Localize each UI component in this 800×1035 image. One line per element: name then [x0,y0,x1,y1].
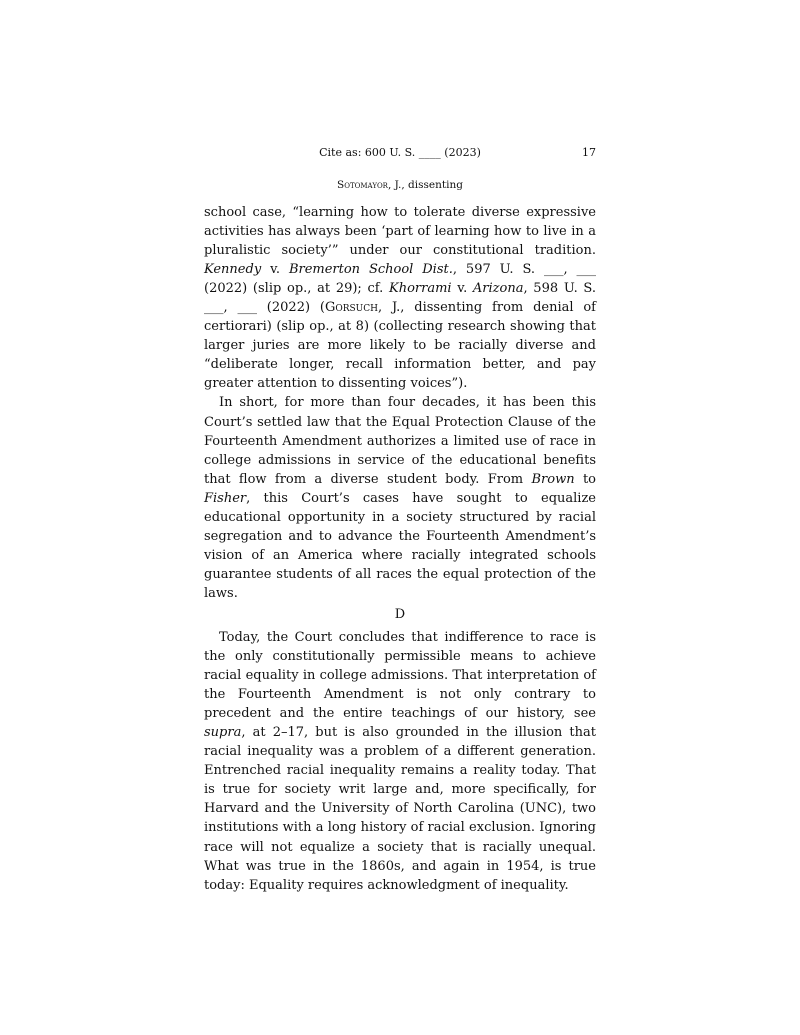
citation-year: (2023) [440,146,481,159]
text-run: , at 2–17, but is also grounded in the illusion that racial inequality was a problem of a different generation. Entrenched racial inequality remains a reality today. That is true for society writ large and, more specifically, for Harvard and the University of North Carolina (UNC), two institutions with a long history of racial exclusion. Ignoring race will not equalize a society that is racially unequal. What was true in the 1860s, and again in 1954, is true today: Equality requires acknowledgment of inequality. [204,725,596,893]
case-name: Khorrami [388,281,452,297]
author-role: , J., dissenting [387,179,463,191]
page-number: 17 [582,146,596,159]
opinion-page [204,143,596,895]
paragraph-3 [204,628,596,895]
justice-name: Gorsuch [324,300,378,316]
paragraph-1 [204,203,596,393]
case-name: Bremerton School Dist. [288,262,453,278]
running-header [204,143,596,163]
case-name: Kennedy [204,262,262,278]
text-run: In short, for more than four decades, it has been this Court’s settled law that the Equal Protection Clause of the Fourteenth Amendment authorizes a limited use of race in college admissions in service of the educational benefits that flow from a diverse student body. From [204,395,596,487]
citation-signal: supra [204,725,242,741]
case-name: Arizona [472,281,524,297]
text-run: v. [261,262,289,278]
case-name: Fisher [204,490,247,506]
text-run: , this Court’s cases have sought to equalize educational opportunity in a society structured by racial segregation and to advance the Fourteenth Amendment’s vision of an America where racially integrated schools guarantee students of all races the equal protection of the laws. [204,490,596,601]
text-run: , 597 U. S. ___, ___ (2022) (slip op., at 29); cf. [204,262,596,297]
opinion-body [204,203,596,895]
text-run: v. [451,281,473,297]
author-line [204,178,596,192]
text-run: Today, the Court concludes that indifference to race is the only constitutionally permissible means to achieve racial equality in college admissions. That interpretation of the Fourteenth Amendment is not only contrary to precedent and the entire teachings of our history, see [204,629,596,722]
text-run: school case, “learning how to tolerate diverse expressive activities has always been ‘part of learning how to live in a pluralistic society’” under our constitutional tradition. [204,205,596,259]
author-name: Sotomayor [337,179,388,191]
text-run: , J., dissenting from denial of certiorari) (slip op., at 8) (collecting research showing that larger juries are more likely to be racially diverse and “deliberate longer, recall information better, and pay greater attention to dissenting voices”). [204,300,596,392]
paragraph-2 [204,393,596,603]
citation [204,143,596,163]
citation-blank: ____ [418,146,441,159]
section-heading: D [394,606,406,622]
text-run: to [574,471,596,487]
citation-prefix: Cite as: 600 U. S. [319,146,419,159]
case-name: Brown [531,471,575,487]
text-run: , 598 U. S. ___, ___ (2022) ( [204,281,596,316]
